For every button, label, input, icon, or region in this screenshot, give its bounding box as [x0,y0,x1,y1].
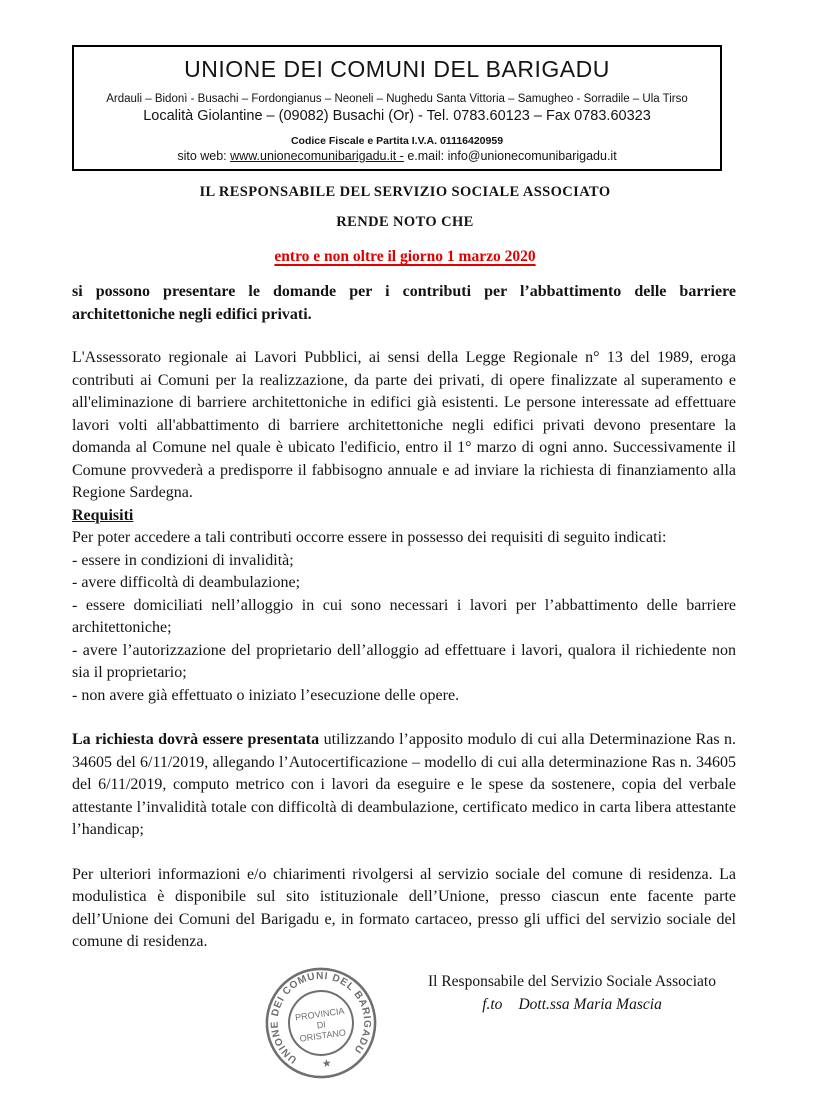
email-text: e.mail: info@unionecomunibarigadu.it [403,149,617,163]
spacer [72,707,738,729]
signature-area [72,967,738,1095]
spacer [72,842,738,864]
stamp-ring-text: UNIONE DEI COMUNI DEL BARIGADU [269,970,373,1065]
lead-paragraph: si possono presentare le domande per i contributi per l’abbattimento delle barriere architettoniche negli edifici privati. [72,283,736,323]
info-paragraph: Per ulteriori informazioni e/o chiarimenti rivolgersi al servizio sociale del comune di residenza. La modulistica è disponibile sul sito istituzionale dell’Unione, presso ciascun ente facente parte dell’Unione dei Comuni del Barigadu e, in formato cartaceo, presso gli uffici del servizio sociale del comune di residenza. [72,865,736,950]
org-title: UNIONE DEI COMUNI DEL BARIGADU [184,56,610,82]
signer-name: Dott.ssa Maria Mascia [518,995,662,1013]
deadline-line [72,248,738,266]
signature-role: Il Responsabile del Servizio Sociale Associato [428,972,716,990]
richiesta-paragraph [72,729,736,842]
stamp-star-icon: ★ [321,1056,333,1070]
responsabile-heading: IL RESPONSABILE DEL SERVIZIO SOCIALE ASSOCIATO [199,184,611,200]
letterhead-box [72,45,722,171]
requisiti-heading: Requisiti [72,506,134,524]
list-item: - essere in condizioni di invalidità; [72,551,294,569]
stamp-center-line1: PROVINCIA [294,1005,346,1023]
signature-block [422,970,722,1016]
round-seal-stamp [262,963,380,1083]
list-item: - avere difficoltà di deambulazione; [72,574,301,591]
member-towns: Ardauli – Bidonì - Busachi – Fordongianus – Neoneli – Nughedu Santa Vittoria – Samugheo - Sorradile – Ula Tirso [106,93,688,105]
stamp-center-line2: DI [316,1018,327,1030]
list-item: - essere domiciliati nell’alloggio in cui sono necessari i lavori per l’abbattimento delle barriere architettoniche; [72,596,736,636]
requisiti-intro: Per poter accedere a tali contributi occorre essere in possesso dei requisiti di seguito indicati: [72,529,667,546]
site-line [84,149,710,163]
stamp-center-line3: ORISTANO [299,1026,347,1044]
deadline-text: entro e non oltre il giorno 1 marzo 2020 [274,248,536,265]
body-paragraph: L'Assessorato regionale ai Lavori Pubblici, ai sensi della Legge Regionale n° 13 del 1989, eroga contributi ai Comuni per la realizzazione, da parte dei privati, di opere finalizzate al superamento e all'eliminazione di barriere architettoniche in edifici già esistenti. Le persone interessate ad effettuare lavori volti all'abbattimento di barriere architettoniche negli edifici privati devono presentare la domanda al Comune nel quale è ubicato l'edificio, entro il 1° marzo di ogni anno. Successivamente il Comune provvederà a predisporre il fabbisogno annuale e ad inviare la richiesta di finanziamento alla Regione Sardegna. [72,349,736,501]
richiesta-rest: utilizzando l’apposito modulo di cui alla Determinazione Ras n. 34605 del 6/11/2019, allegando l’Autocertificazione – modello di cui alla determinazione Ras n. 34605 del 6/11/2019, computo metrico con i lavori da eseguire e le spese da sostenere, copia del verbale attestante l’invalidità totale con difficoltà di deambulazione, certificato medico in carta libera attestante l’handicap; [72,731,736,838]
website-link[interactable]: www.unionecomunibarigadu.it - [230,149,404,163]
fto-label: f.to [482,995,503,1013]
org-address: Località Giolantine – (09082) Busachi (Or) - Tel. 0783.60123 – Fax 0783.60323 [143,108,651,124]
site-label: sito web: [177,149,231,163]
list-item: - non avere già effettuato o iniziato l’esecuzione delle opere. [72,686,460,704]
richiesta-bold: La richiesta dovrà essere presentata [72,731,320,748]
list-item: - avere l’autorizzazione del proprietario dell’alloggio ad effettuare i lavori, qualora il richiedente non sia il proprietario; [72,641,736,681]
signature-name-line [422,993,722,1016]
fiscal-code: Codice Fiscale e Partita I.V.A. 01116420959 [290,135,504,147]
rende-noto-heading: RENDE NOTO CHE [336,214,474,230]
